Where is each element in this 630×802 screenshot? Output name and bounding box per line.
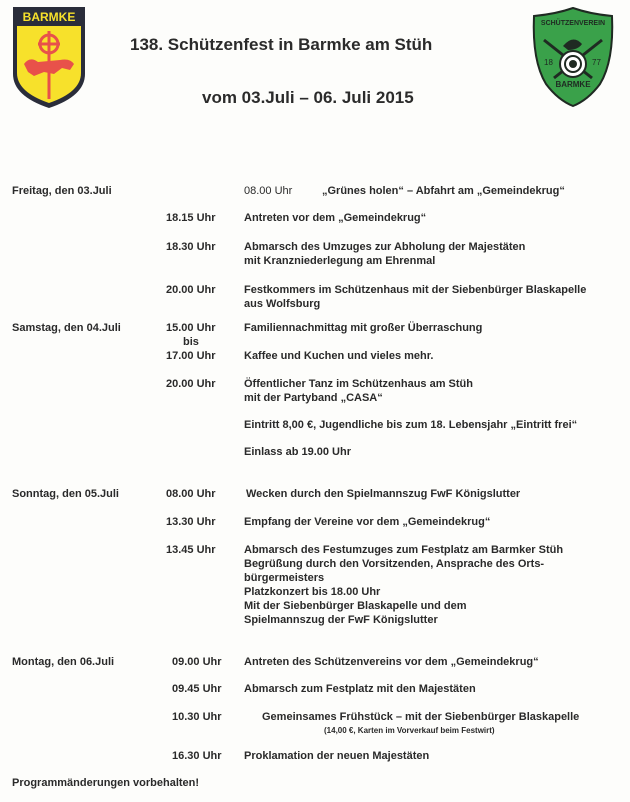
event-time: 18.15 Uhr — [166, 212, 216, 224]
event-time: 17.00 Uhr — [166, 350, 216, 362]
event-description: Antreten vor dem „Gemeindekrug“ — [244, 212, 427, 224]
event-time: 20.00 Uhr — [166, 284, 216, 296]
event-description: Platzkonzert bis 18.00 Uhr — [244, 586, 381, 598]
event-time: 18.30 Uhr — [166, 241, 216, 253]
barmke-coat-of-arms-logo — [10, 4, 88, 110]
event-description: Abmarsch des Festumzuges zum Festplatz am Barmker Stüh — [244, 544, 564, 556]
event-description: Kaffee und Kuchen und vieles mehr. — [244, 350, 434, 362]
day-label-saturday: Samstag, den 04.Juli — [12, 322, 121, 334]
event-description: Abmarsch zum Festplatz mit den Majestäten — [244, 683, 476, 695]
event-description: Familiennachmittag mit großer Überraschung — [244, 322, 483, 334]
left-logo-text: BARMKE — [22, 10, 76, 24]
event-note: (14,00 €, Karten im Vorverkauf beim Festwirt) — [324, 726, 495, 735]
badge-top-text: SCHÜTZENVEREIN — [540, 20, 606, 27]
event-description: Eintritt 8,00 €, Jugendliche bis zum 18. Lebensjahr „Eintritt frei“ — [244, 419, 578, 431]
event-description: Festkommers im Schützenhaus mit der Siebenbürger Blaskapelle — [244, 284, 587, 296]
event-description: Gemeinsames Frühstück – mit der Siebenbürger Blaskapelle — [262, 711, 580, 723]
event-time: 13.30 Uhr — [166, 516, 216, 528]
event-time: 08.00 Uhr — [244, 185, 293, 197]
event-description: „Grünes holen“ – Abfahrt am „Gemeindekrug“ — [322, 185, 565, 197]
program-changes-disclaimer: Programmänderungen vorbehalten! — [12, 777, 200, 789]
event-time: 10.30 Uhr — [172, 711, 222, 723]
event-time: 08.00 Uhr — [166, 488, 216, 500]
event-description: mit Kranzniederlegung am Ehrenmal — [244, 255, 436, 267]
page-title: 138. Schützenfest in Barmke am Stüh — [130, 35, 433, 54]
page-subtitle: vom 03.Juli – 06. Juli 2015 — [202, 88, 414, 107]
event-description: Antreten des Schützenvereins vor dem „Gemeindekrug“ — [244, 656, 539, 668]
badge-year-right: 77 — [592, 58, 601, 67]
event-description: Öffentlicher Tanz im Schützenhaus am Stüh — [244, 378, 473, 390]
event-description: Proklamation der neuen Majestäten — [244, 750, 430, 762]
event-description: Begrüßung durch den Vorsitzenden, Ansprache des Orts- — [244, 558, 545, 570]
badge-year-left: 18 — [544, 58, 553, 67]
event-description: bürgermeisters — [244, 572, 325, 584]
event-description: aus Wolfsburg — [244, 298, 321, 310]
day-label-sunday: Sonntag, den 05.Juli — [12, 488, 119, 500]
event-time-range-bis: bis — [183, 336, 199, 348]
day-label-friday: Freitag, den 03.Juli — [12, 185, 112, 197]
event-time: 09.00 Uhr — [172, 656, 222, 668]
event-description: Einlass ab 19.00 Uhr — [244, 446, 351, 458]
schuetzenverein-badge-logo — [530, 6, 616, 108]
day-label-monday: Montag, den 06.Juli — [12, 656, 115, 668]
event-time: 16.30 Uhr — [172, 750, 222, 762]
event-time: 13.45 Uhr — [166, 544, 216, 556]
event-time: 09.45 Uhr — [172, 683, 222, 695]
event-description: Spielmannszug der FwF Königslutter — [244, 614, 438, 626]
event-time: 20.00 Uhr — [166, 378, 216, 390]
event-description: Wecken durch den Spielmannszug FwF Königslutter — [246, 488, 521, 500]
event-time: 15.00 Uhr — [166, 322, 216, 334]
event-description: Mit der Siebenbürger Blaskapelle und dem — [244, 600, 467, 612]
event-description: mit der Partyband „CASA“ — [244, 392, 383, 404]
event-description: Abmarsch des Umzuges zur Abholung der Majestäten — [244, 241, 526, 253]
badge-bottom-text: BARMKE — [555, 80, 591, 89]
event-description: Empfang der Vereine vor dem „Gemeindekrug“ — [244, 516, 491, 528]
